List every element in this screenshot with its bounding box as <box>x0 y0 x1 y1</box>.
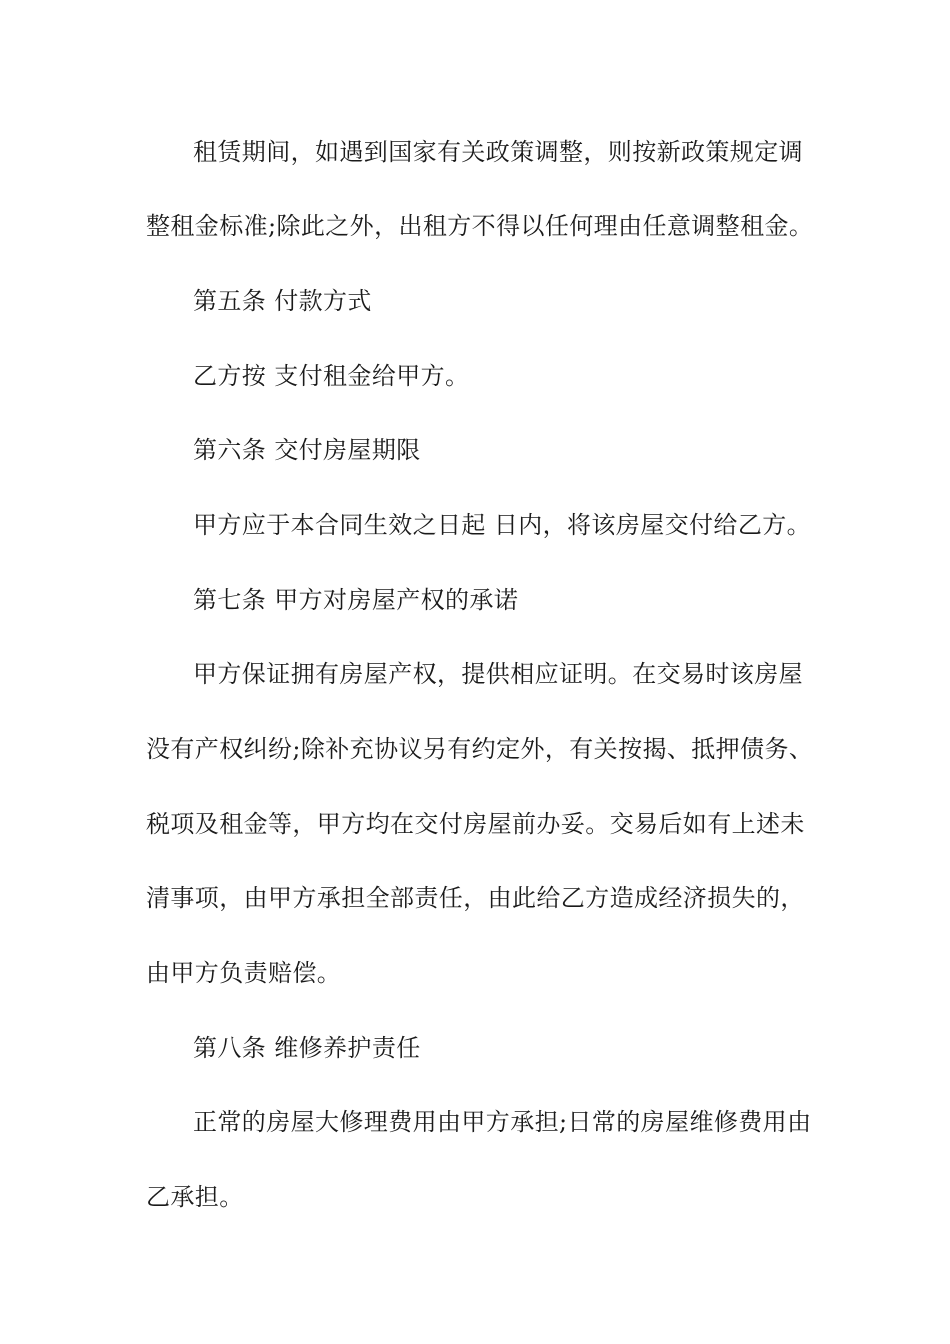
article-8-heading: 第八条 维修养护责任 <box>193 1034 421 1062</box>
article-8-body-line-2: 乙承担。 <box>146 1183 244 1211</box>
article-7-body-line-2: 没有产权纠纷;除补充协议另有约定外，有关按揭、抵押债务、 <box>146 735 814 763</box>
article-6-heading: 第六条 交付房屋期限 <box>193 436 421 464</box>
article-7-body-line-3: 税项及租金等，甲方均在交付房屋前办妥。交易后如有上述未 <box>146 810 805 838</box>
article-7-body-line-4: 清事项，由甲方承担全部责任，由此给乙方造成经济损失的， <box>146 884 805 912</box>
paragraph-rent-adjustment-line-2: 整租金标准;除此之外，出租方不得以任何理由任意调整租金。 <box>146 212 814 240</box>
article-5-heading: 第五条 付款方式 <box>193 287 372 315</box>
article-6-body: 甲方应于本合同生效之日起 日内，将该房屋交付给乙方。 <box>193 511 812 539</box>
article-7-heading: 第七条 甲方对房屋产权的承诺 <box>193 586 519 614</box>
article-7-body-line-1: 甲方保证拥有房屋产权，提供相应证明。在交易时该房屋 <box>193 660 803 688</box>
article-5-body: 乙方按 支付租金给甲方。 <box>193 362 470 390</box>
paragraph-rent-adjustment-line-1: 租赁期间，如遇到国家有关政策调整，则按新政策规定调 <box>193 138 803 166</box>
article-8-body-line-1: 正常的房屋大修理费用由甲方承担;日常的房屋维修费用由 <box>193 1108 812 1136</box>
article-7-body-line-5: 由甲方负责赔偿。 <box>146 959 342 987</box>
